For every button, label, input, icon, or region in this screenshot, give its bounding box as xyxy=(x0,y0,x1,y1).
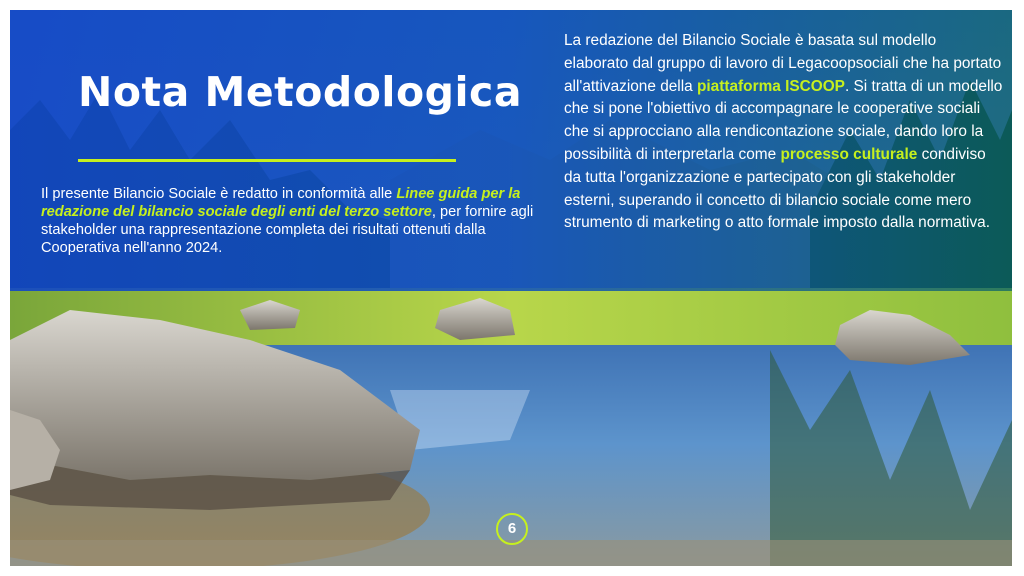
guidelines-highlight: Linee guida per la redazione del bilancio sociale degli enti del terzo settore xyxy=(41,186,521,220)
cultural-process-highlight: processo culturale xyxy=(780,145,918,163)
slide xyxy=(10,10,1012,566)
intro-text-before: Il presente Bilancio Sociale è redatto in conformità alle xyxy=(41,186,397,202)
intro-text-after: , per fornire agli stakeholder una rappresentazione completa dei risultati ottenuti dalla Cooperativa nell'anno 2024. xyxy=(41,204,534,256)
method-text-part3: condiviso da tutta l'organizzazione e partecipato con gli stakeholder esterni, superando il concetto di bilancio sociale come mero strumento di marketing o atto formale imposto dalla normativa. xyxy=(564,145,991,232)
methodology-paragraph xyxy=(564,30,1004,235)
iscoop-highlight: piattaforma ISCOOP xyxy=(697,77,845,95)
method-text-part2: . Si tratta di un modello che si pone l'obiettivo di accompagnare le cooperative sociali che si approcciano alla rendicontazione sociale, dando loro la possibilità di interpretarla come xyxy=(564,77,1003,163)
title-underline xyxy=(78,159,456,162)
intro-paragraph xyxy=(41,185,541,257)
page-title: Nota Metodologica xyxy=(78,68,523,116)
method-text-part1: La redazione del Bilancio Sociale è basata sul modello elaborato dal gruppo di lavoro di Legacoopsociali che ha portato all'attivazione della xyxy=(564,32,1002,95)
page-number-badge: 6 xyxy=(496,513,528,545)
